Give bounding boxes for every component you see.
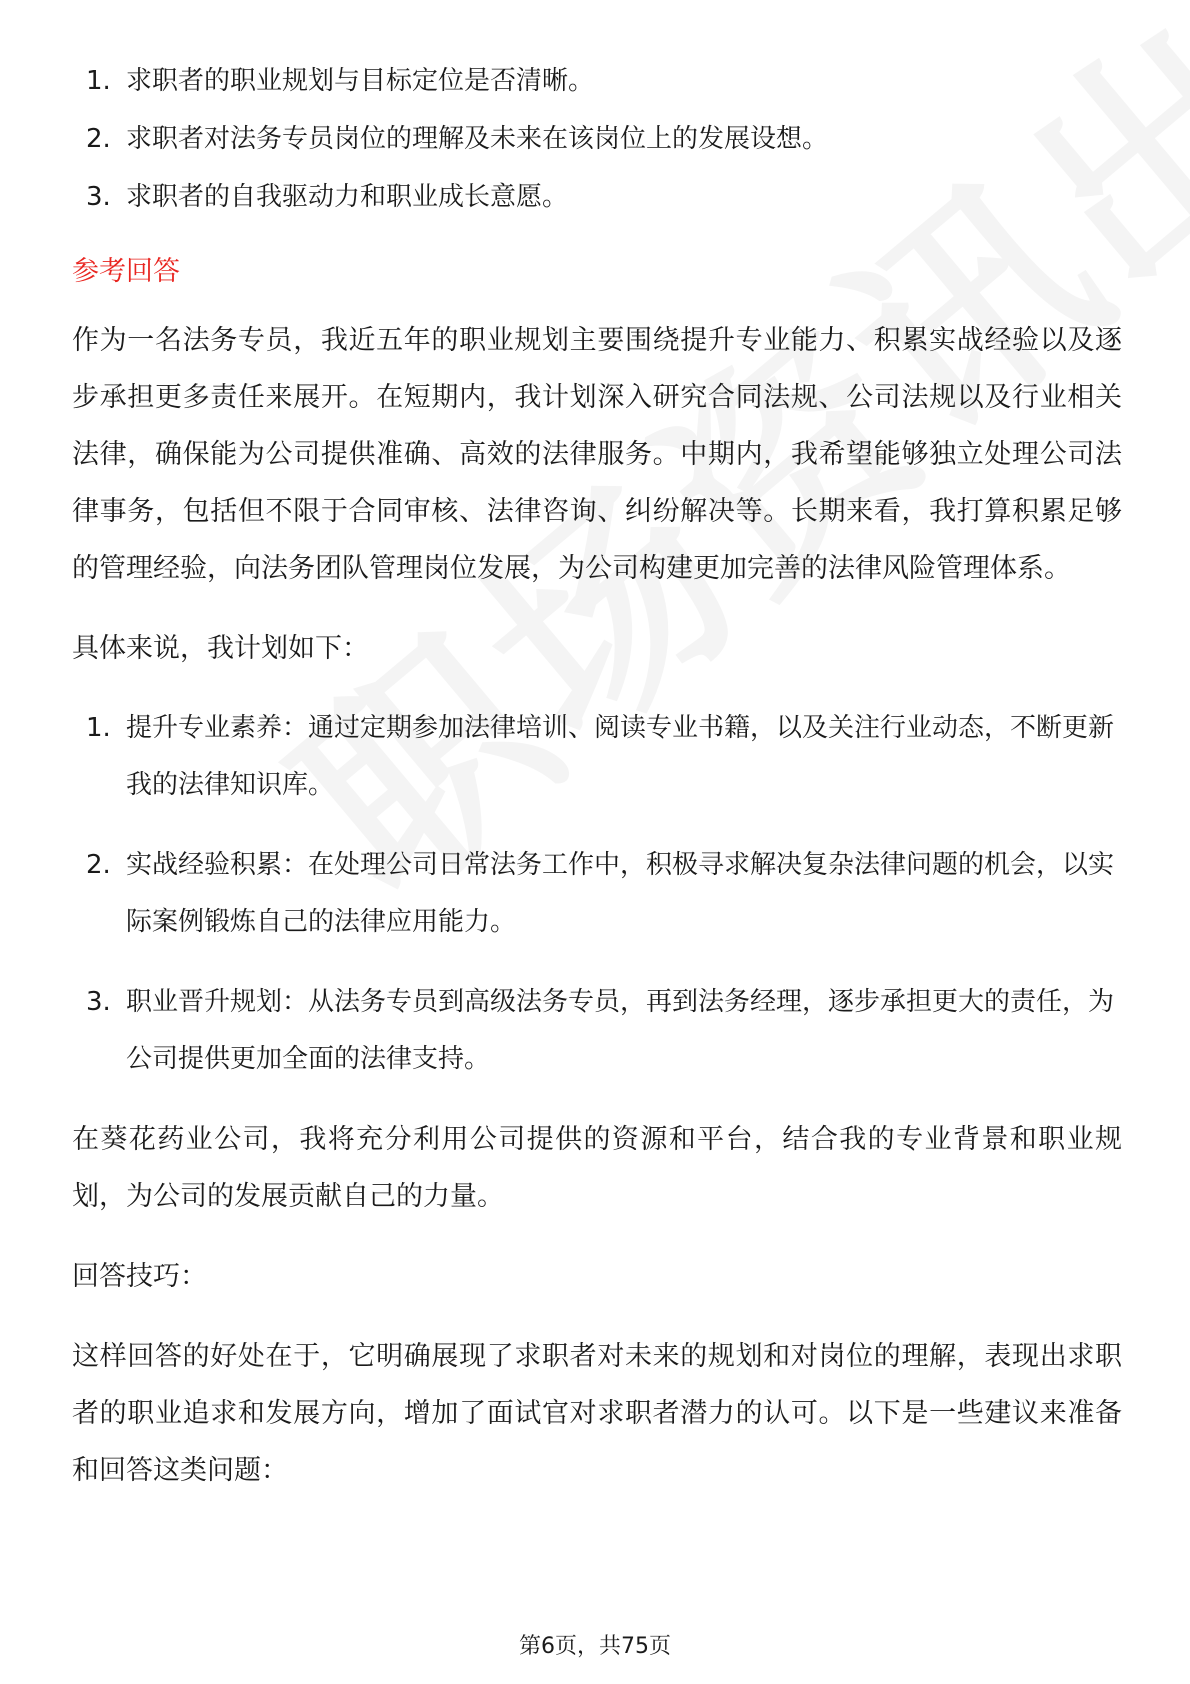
list-item xyxy=(72,700,1122,814)
tips-heading: 回答技巧： xyxy=(72,1261,207,1292)
list-item xyxy=(72,837,1122,951)
answer-paragraph: 具体来说，我计划如下： xyxy=(72,633,369,664)
list-number: 3. xyxy=(86,987,111,1017)
list-number: 3. xyxy=(86,182,111,212)
reference-answer-heading: 参考回答 xyxy=(72,256,180,287)
list-item xyxy=(72,110,1122,168)
answer-paragraph: 在葵花药业公司，我将充分利用公司提供的资源和平台，结合我的专业背景和职业规划，为公司的发展贡献自己的力量。 xyxy=(72,1124,1122,1212)
list-text: 求职者的职业规划与目标定位是否清晰。 xyxy=(126,66,595,96)
list-number: 1. xyxy=(86,713,111,743)
tips-paragraph: 这样回答的好处在于，它明确展现了求职者对未来的规划和对岗位的理解，表现出求职者的职业追求和发展方向，增加了面试官对求职者潜力的认可。以下是一些建议来准备和回答这类问题： xyxy=(72,1341,1122,1486)
list-number: 2. xyxy=(86,124,111,154)
question-list xyxy=(72,52,1122,226)
list-text: 实战经验积累：在处理公司日常法务工作中，积极寻求解决复杂法律问题的机会，以实际案例锻炼自己的法律应用能力。 xyxy=(126,850,1115,937)
list-number: 2. xyxy=(86,850,111,880)
list-text: 求职者的自我驱动力和职业成长意愿。 xyxy=(126,182,569,212)
page-number: 第6页，共75页 xyxy=(519,1634,671,1659)
plan-list xyxy=(72,700,1122,1088)
list-item xyxy=(72,168,1122,226)
list-item xyxy=(72,52,1122,110)
list-item xyxy=(72,974,1122,1088)
list-text: 职业晋升规划：从法务专员到高级法务专员，再到法务经理，逐步承担更大的责任，为公司提供更加全面的法律支持。 xyxy=(126,987,1115,1074)
list-text: 提升专业素养：通过定期参加法律培训、阅读专业书籍，以及关注行业动态，不断更新我的法律知识库。 xyxy=(126,713,1115,800)
list-text: 求职者对法务专员岗位的理解及未来在该岗位上的发展设想。 xyxy=(126,124,829,154)
document-page xyxy=(72,52,1122,1499)
answer-paragraph: 作为一名法务专员，我近五年的职业规划主要围绕提升专业能力、积累实战经验以及逐步承担更多责任来展开。在短期内，我计划深入研究合同法规、公司法规以及行业相关法律，确保能为公司提供准确、高效的法律服务。中期内，我希望能够独立处理公司法律事务，包括但不限于合同审核、法律咨询、纠纷解决等。长期来看，我打算积累足够的管理经验，向法务团队管理岗位发展，为公司构建更加完善的法律风险管理体系。 xyxy=(72,325,1122,584)
list-number: 1. xyxy=(86,66,111,96)
